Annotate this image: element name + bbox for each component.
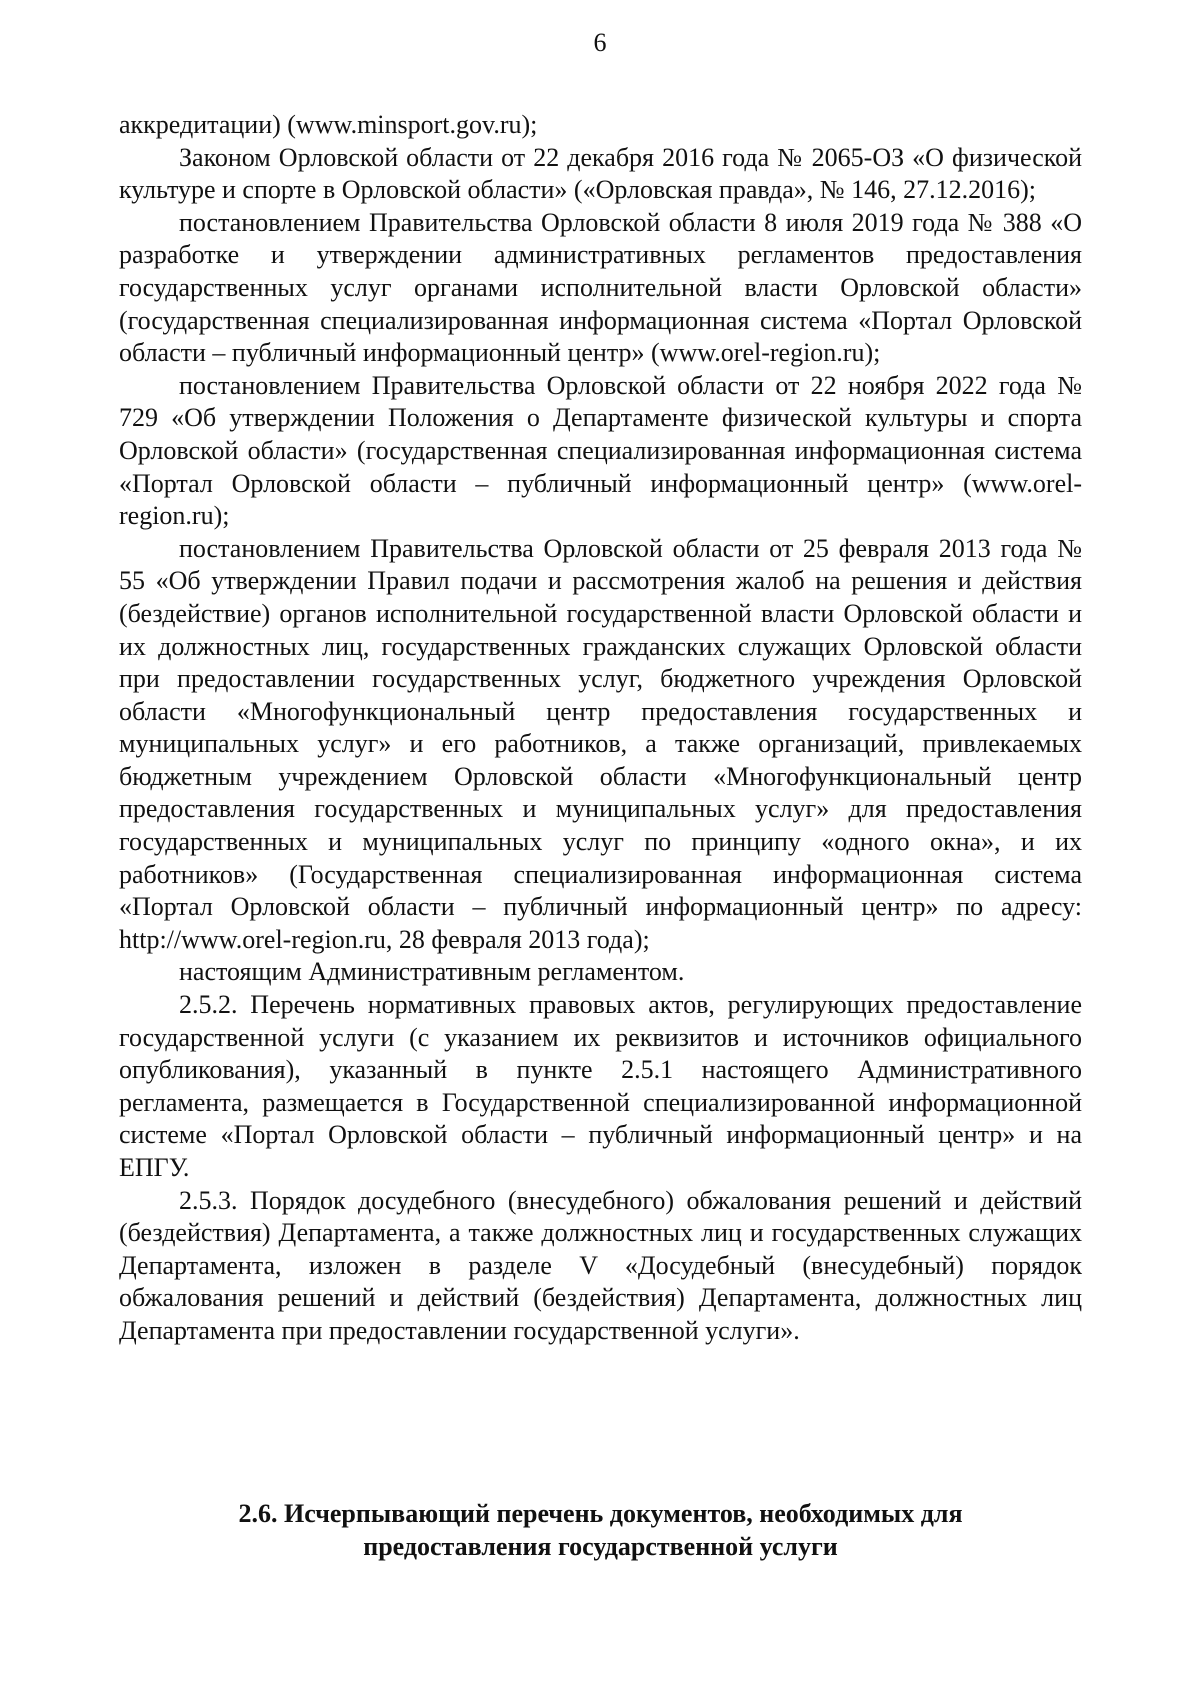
paragraph-2-5-2: 2.5.2. Перечень нормативных правовых актов, регулирующих предоставление государственной услуги (с указанием их реквизитов и источников официального опубликования), указанный в пункте 2.5.1 настоящего Административного регламента, размещается в Государственной специализированной информационной системе «Портал Орловской области – публичный информационный центр» и на ЕПГУ. [119, 990, 1082, 1182]
paragraph-2-5-3: 2.5.3. Порядок досудебного (внесудебного) обжалования решений и действий (бездействия) Департамента, а также должностных лиц и государственных служащих Департамента, изложен в разделе V «Досудебный (внесудебный) порядок обжалования решений и действий (бездействия) Департамента, должностных лиц Департамента при предоставлении государственной услуги». [119, 1185, 1082, 1345]
section-heading-2-6 [119, 1497, 1082, 1563]
heading-line-2: предоставления государственной услуги [363, 1532, 838, 1561]
paragraph-resolution-729: постановлением Правительства Орловской области от 22 ноября 2022 года № 729 «Об утверждении Положения о Департаменте физической культуры и спорта Орловской области» (государственная специализированная информационная система «Портал Орловской области – публичный информационный центр» (www.orel-region.ru); [119, 370, 1082, 531]
paragraph-law-2065: Законом Орловской области от 22 декабря 2016 года № 2065-ОЗ «О физической культуре и спорте в Орловской области» («Орловская правда», № 146, 27.12.2016); [119, 142, 1082, 205]
paragraph-accreditation: аккредитации) (www.minsport.gov.ru); [119, 110, 538, 139]
page-number: 6 [593, 28, 607, 57]
document-body [119, 109, 1082, 1348]
paragraph-resolution-388: постановлением Правительства Орловской области 8 июля 2019 года № 388 «О разработке и утверждении административных регламентов предоставления государственных услуг органами исполнительной власти Орловской области» (государственная специализированная информационная система «Портал Орловской области – публичный информационный центр» (www.orel-region.ru); [119, 207, 1082, 368]
paragraph-this-regulation: настоящим Административным регламентом. [179, 957, 685, 987]
paragraph-resolution-55: постановлением Правительства Орловской области от 25 февраля 2013 года № 55 «Об утверждении Правил подачи и рассмотрения жалоб на решения и действия (бездействие) органов исполнительной государственной власти Орловской области и их должностных лиц, государственных гражданских служащих Орловской области при предоставлении государственных услуг, бюджетного учреждения Орловской области «Многофункциональный центр предоставления государственных и муниципальных услуг» и его работников, а также организаций, привлекаемых бюджетным учреждением Орловской области «Многофункциональный центр предоставления государственных и муниципальных услуг» для предоставления государственных и муниципальных услуг по принципу «одного окна», и их работников» (Государственная специализированная информационная система «Портал Орловской области – публичный информационный центр» по адресу: http://www.orel-region.ru, 28 февраля 2013 года); [119, 533, 1082, 954]
heading-line-1: 2.6. Исчерпывающий перечень документов, необходимых для [238, 1499, 963, 1528]
